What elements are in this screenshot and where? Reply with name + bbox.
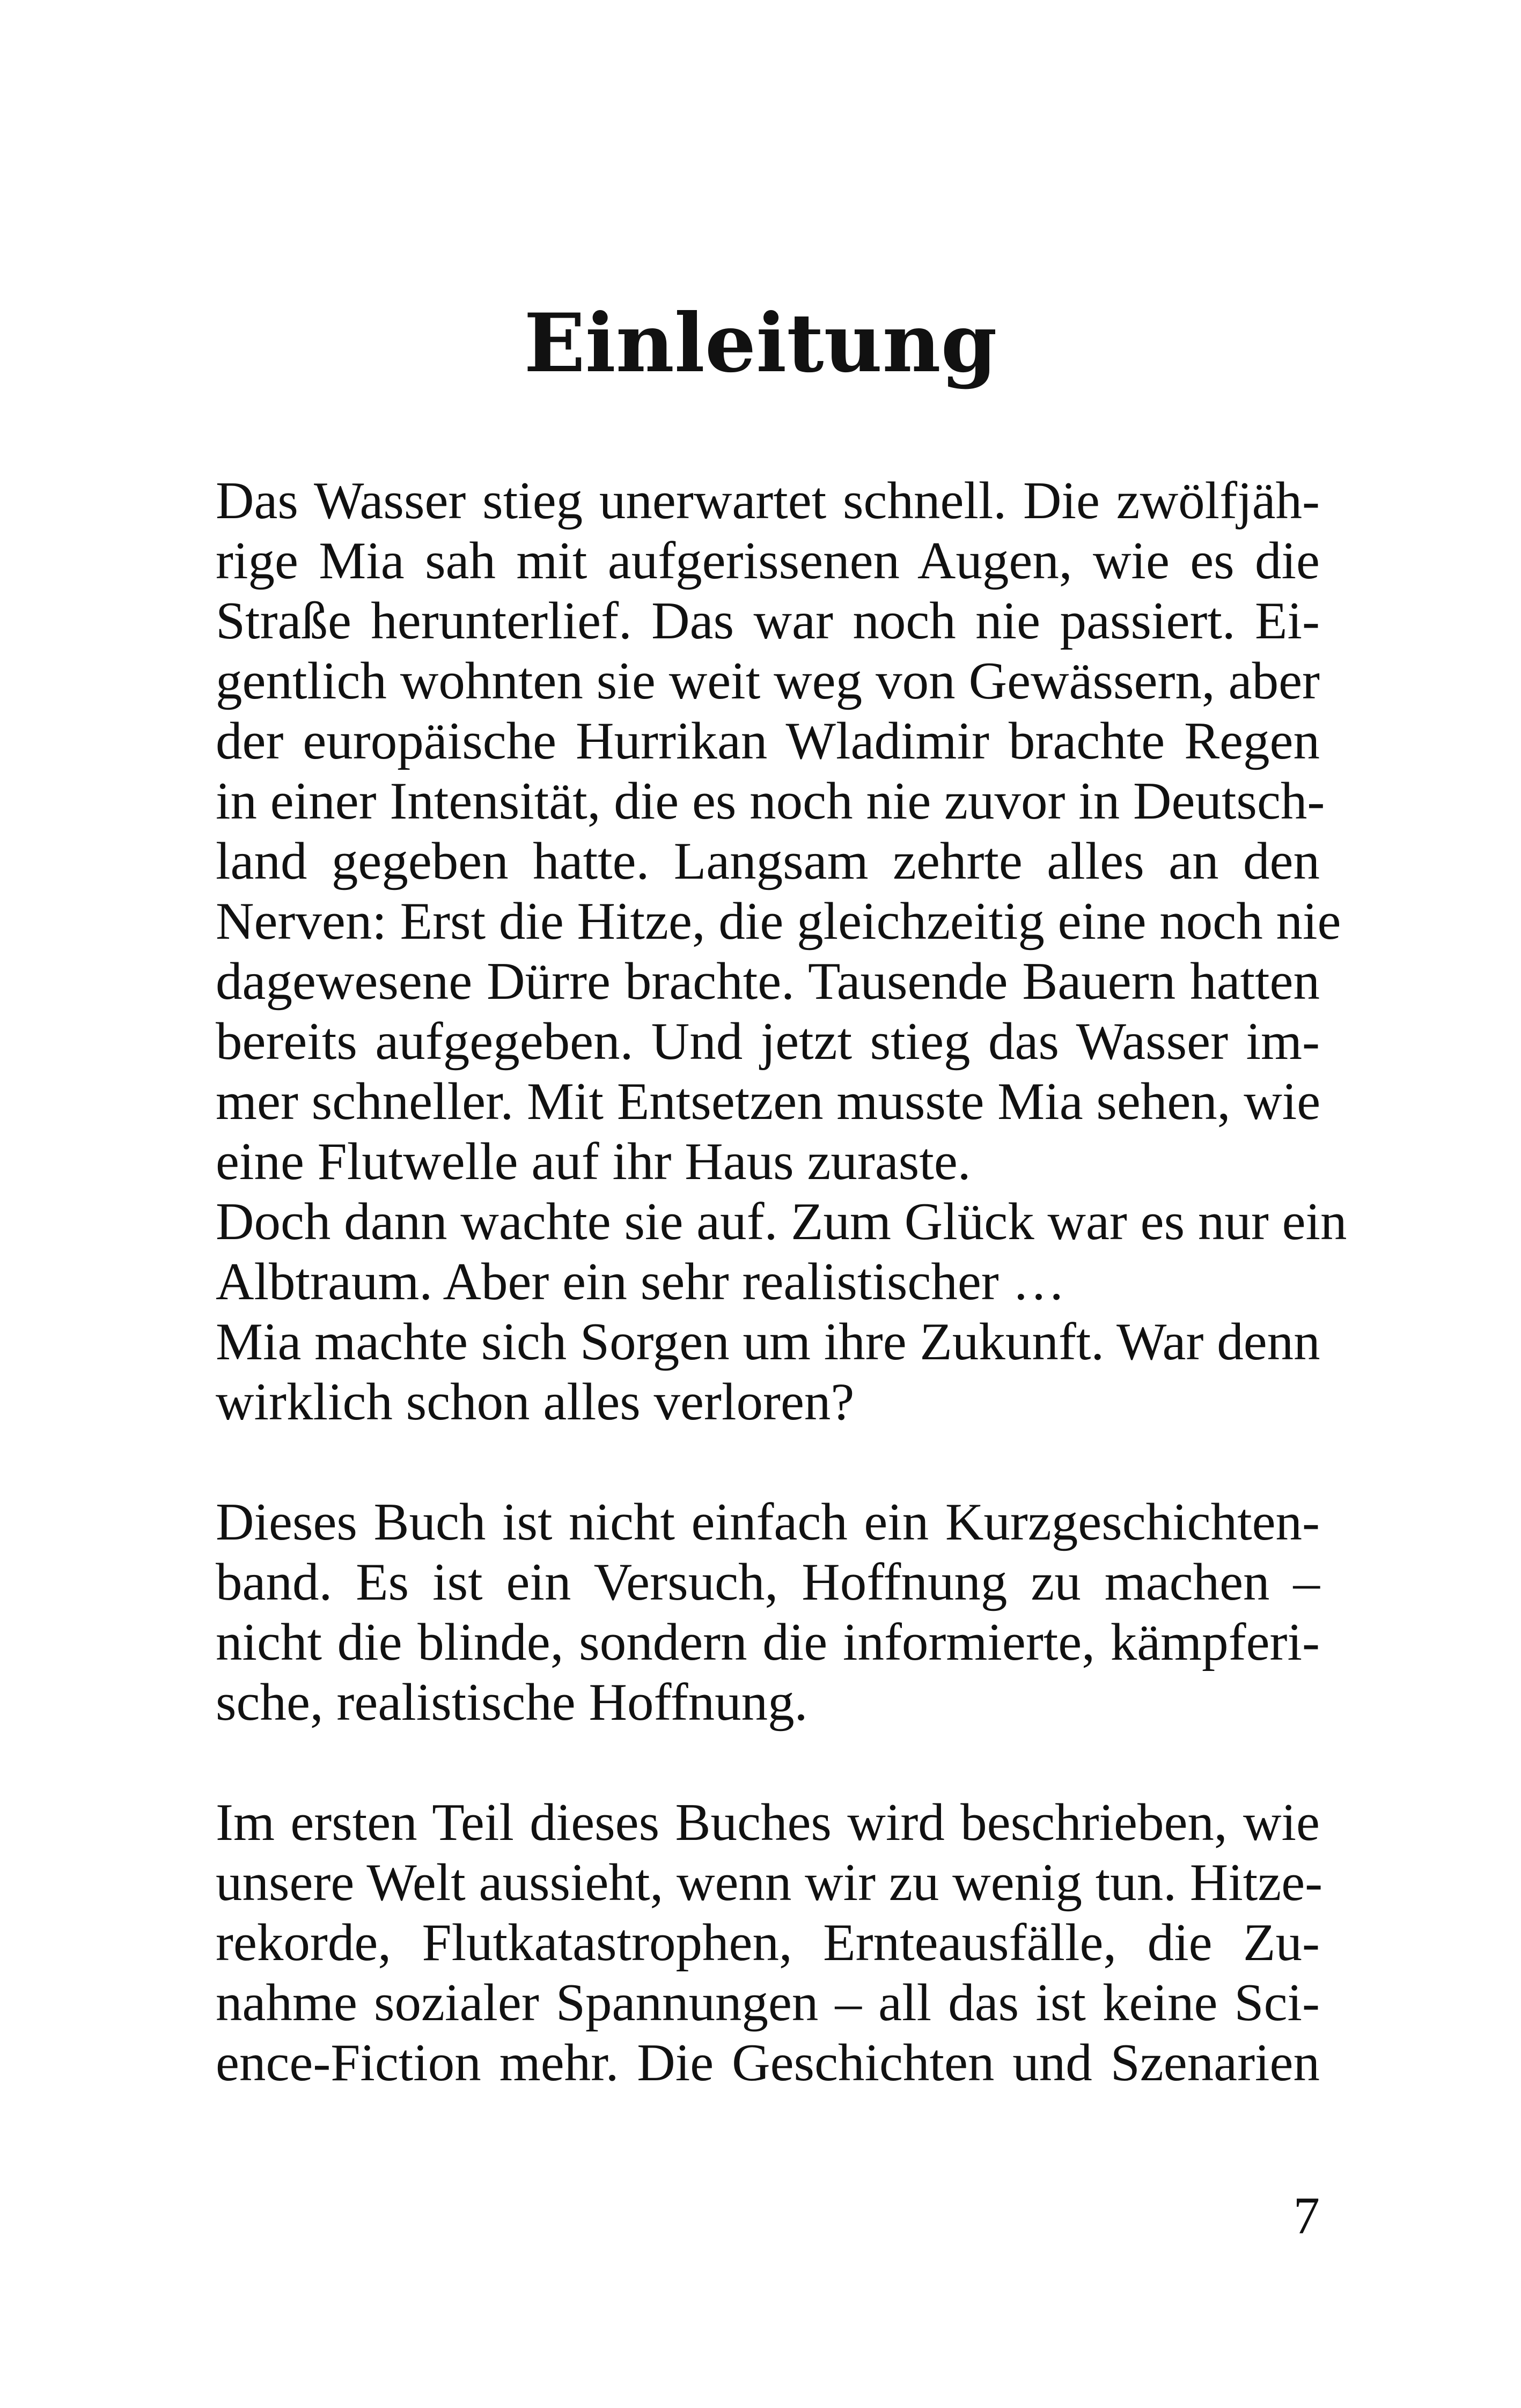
page-number: 7 xyxy=(1293,2186,1320,2245)
text-line: Mia machte sich Sorgen um ihre Zukunft. War denn xyxy=(216,1313,1320,1371)
text-line: in einer Intensität, die es noch nie zuvor in Deutsch- xyxy=(216,772,1325,830)
text-line: sche, realistische Hoffnung. xyxy=(216,1673,808,1732)
text-line: Albtraum. Aber ein sehr realistischer … xyxy=(216,1253,1066,1311)
text-line: Im ersten Teil dieses Buches wird beschrieben, wie xyxy=(216,1793,1320,1852)
text-line: Straße herunterlief. Das war noch nie passiert. Ei- xyxy=(216,592,1320,650)
text-line: nicht die blinde, sondern die informierte, kämpferi- xyxy=(216,1613,1320,1671)
text-line: land gegeben hatte. Langsam zehrte alles an den xyxy=(216,832,1320,890)
text-line: der europäische Hurrikan Wladimir brachte Regen xyxy=(216,712,1320,770)
body-text xyxy=(216,471,1347,2093)
paragraph-gap xyxy=(216,1432,1320,1492)
text-line: wirklich schon alles verloren? xyxy=(216,1373,855,1431)
text-line: eine Flutwelle auf ihr Haus zuraste. xyxy=(216,1132,971,1191)
text-line: Dieses Buch ist nicht einfach ein Kurzgeschichten- xyxy=(216,1493,1320,1551)
text-line: Nerven: Erst die Hitze, die gleichzeitig eine noch nie xyxy=(216,892,1341,951)
paragraph-gap xyxy=(216,1733,1320,1793)
text-line: unsere Welt aussieht, wenn wir zu wenig tun. Hitze- xyxy=(216,1853,1323,1912)
text-line: rige Mia sah mit aufgerissenen Augen, wie es die xyxy=(216,532,1320,590)
text-line: band. Es ist ein Versuch, Hoffnung zu machen – xyxy=(216,1553,1320,1611)
text-line: rekorde, Flutkatastrophen, Ernteausfälle, die Zu- xyxy=(216,1913,1320,1972)
text-line: dagewesene Dürre brachte. Tausende Bauern hatten xyxy=(216,952,1320,1011)
chapter-title: Einleitung xyxy=(524,296,997,391)
text-line: Das Wasser stieg unerwartet schnell. Die zwölfjäh- xyxy=(216,472,1320,530)
text-line: gentlich wohnten sie weit weg von Gewässern, aber xyxy=(216,652,1320,710)
text-line: mer schneller. Mit Entsetzen musste Mia sehen, wie xyxy=(216,1072,1321,1131)
text-line: bereits aufgegeben. Und jetzt stieg das Wasser im- xyxy=(216,1012,1320,1071)
text-line: nahme sozialer Spannungen – all das ist keine Sci- xyxy=(216,1973,1320,2032)
text-line: Doch dann wachte sie auf. Zum Glück war es nur ein xyxy=(216,1192,1347,1251)
text-line: ence-Fiction mehr. Die Geschichten und Szenarien xyxy=(216,2034,1320,2092)
